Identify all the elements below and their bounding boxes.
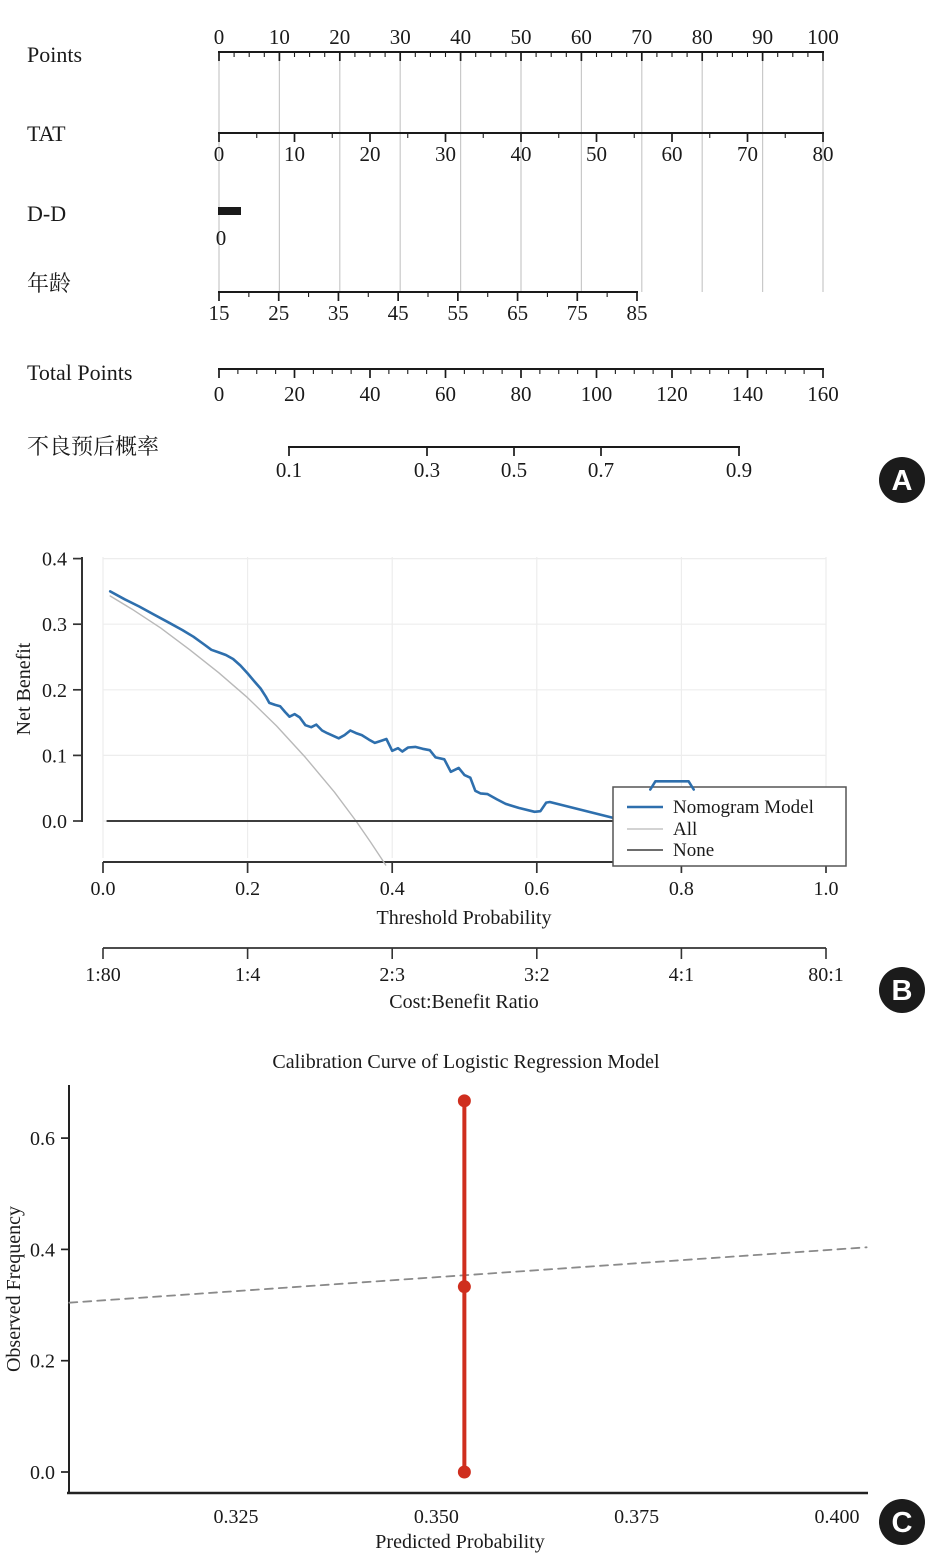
- calibration-point-dot: [458, 1280, 471, 1293]
- tat-tick-label: 0: [213, 142, 225, 166]
- total-points-tick-label: 160: [807, 382, 839, 406]
- calibration-xtick-label: 0.400: [814, 1506, 860, 1528]
- dca-cost-tick-label: 1:4: [234, 964, 261, 986]
- dca-ytick-label: 0.0: [42, 811, 67, 833]
- calibration-xtick-label: 0.350: [413, 1506, 459, 1528]
- dca-cost-tick-label: 80:1: [808, 964, 844, 986]
- points-tick-label: 90: [752, 25, 774, 49]
- calibration-ytick-label: 0.0: [30, 1462, 55, 1484]
- points-tick-label: 60: [570, 25, 592, 49]
- points-tick-label: 80: [691, 25, 713, 49]
- row-label-total-points: Total Points: [27, 360, 133, 385]
- legend-label-all: All: [673, 819, 698, 840]
- dca-ytick-label: 0.2: [42, 679, 67, 702]
- points-tick-label: 10: [268, 25, 290, 49]
- tat-tick-label: 40: [510, 142, 532, 166]
- dca-ylabel: Net Benefit: [13, 642, 35, 736]
- dca-legend: [613, 787, 846, 866]
- total-points-tick-label: 0: [213, 382, 225, 406]
- probability-tick-label: 0.9: [725, 458, 753, 482]
- dd-scale-bar: [218, 207, 241, 215]
- calibration-ytick-label: 0.2: [30, 1350, 55, 1373]
- age-tick-label: 65: [507, 301, 529, 325]
- dca-xtick-label: 0.8: [668, 878, 694, 900]
- tat-tick-label: 60: [661, 142, 683, 166]
- points-tick-label: 100: [807, 25, 839, 49]
- calibration-title: Calibration Curve of Logistic Regression Model: [272, 1051, 660, 1073]
- probability-tick-label: 0.7: [587, 458, 615, 482]
- ci-lower-dot: [458, 1466, 471, 1479]
- age-tick-label: 15: [208, 301, 230, 325]
- dca-ytick-label: 0.3: [42, 614, 67, 637]
- tat-tick-label: 70: [737, 142, 758, 166]
- total-points-tick-label: 80: [510, 382, 532, 406]
- points-tick-label: 30: [389, 25, 411, 49]
- dca-cost-tick-label: 2:3: [379, 964, 405, 986]
- panel-badge-b: [879, 967, 925, 1013]
- calibration-xlabel: Predicted Probability: [375, 1531, 545, 1553]
- calibration-ylabel: Observed Frequency: [3, 1205, 25, 1373]
- dca-xlabel: Threshold Probability: [376, 907, 552, 929]
- calibration-ytick-label: 0.6: [30, 1128, 55, 1151]
- dca-ytick-label: 0.1: [42, 745, 67, 768]
- ci-upper-dot: [458, 1094, 471, 1107]
- total-points-tick-label: 20: [284, 382, 305, 406]
- age-tick-label: 75: [566, 301, 588, 325]
- tat-tick-label: 10: [284, 142, 305, 166]
- dca-xtick-label: 0.4: [379, 878, 405, 900]
- row-label-tat: TAT: [27, 121, 66, 146]
- panel-badge-a: [879, 457, 925, 503]
- dca-cost-tick-label: 3:2: [524, 964, 550, 986]
- dca-ytick-label: 0.4: [42, 548, 67, 571]
- probability-tick-label: 0.5: [500, 458, 528, 482]
- calibration-xtick-label: 0.375: [614, 1506, 660, 1528]
- panel-badge-c: [879, 1499, 925, 1545]
- age-tick-label: 35: [327, 301, 349, 325]
- tat-tick-label: 50: [586, 142, 607, 166]
- dd-scale-label: 0: [215, 226, 227, 250]
- row-label-dd: D-D: [27, 201, 67, 226]
- total-points-tick-label: 140: [731, 382, 764, 406]
- dca-cost-benefit-label: Cost:Benefit Ratio: [389, 991, 539, 1013]
- row-label-age: 年龄: [27, 271, 72, 296]
- legend-label-none: None: [673, 840, 715, 861]
- total-points-tick-label: 100: [580, 382, 613, 406]
- total-points-tick-label: 60: [435, 382, 456, 406]
- row-label-probability: 不良预后概率: [27, 434, 160, 459]
- total-points-tick-label: 120: [656, 382, 688, 406]
- age-tick-label: 25: [268, 301, 290, 325]
- points-tick-label: 0: [213, 25, 225, 49]
- dca-xtick-label: 0.0: [90, 878, 116, 900]
- badge-letter-a: A: [891, 465, 913, 497]
- badge-letter-c: C: [891, 1507, 913, 1539]
- points-tick-label: 20: [329, 25, 351, 49]
- dca-xtick-label: 0.6: [524, 878, 550, 900]
- age-tick-label: 45: [387, 301, 409, 325]
- age-tick-label: 85: [626, 301, 648, 325]
- points-tick-label: 50: [510, 25, 532, 49]
- probability-tick-label: 0.3: [413, 458, 441, 482]
- calibration-ytick-label: 0.4: [30, 1239, 55, 1262]
- tat-tick-label: 30: [435, 142, 456, 166]
- dca-xtick-label: 0.2: [235, 878, 261, 900]
- age-tick-label: 55: [447, 301, 469, 325]
- points-tick-label: 70: [631, 25, 653, 49]
- row-label-points: Points: [27, 42, 83, 67]
- points-tick-label: 40: [450, 25, 472, 49]
- tat-tick-label: 20: [359, 142, 381, 166]
- dca-cost-tick-label: 1:80: [85, 964, 121, 986]
- legend-label-nomogram-model: Nomogram Model: [673, 797, 814, 818]
- probability-tick-label: 0.1: [275, 458, 303, 482]
- calibration-xtick-label: 0.325: [213, 1506, 259, 1528]
- tat-tick-label: 80: [812, 142, 834, 166]
- dca-xtick-label: 1.0: [813, 878, 839, 900]
- total-points-tick-label: 40: [359, 382, 381, 406]
- badge-letter-b: B: [891, 975, 913, 1007]
- dca-cost-tick-label: 4:1: [668, 964, 695, 986]
- ideal-reference-line: [69, 1247, 866, 1302]
